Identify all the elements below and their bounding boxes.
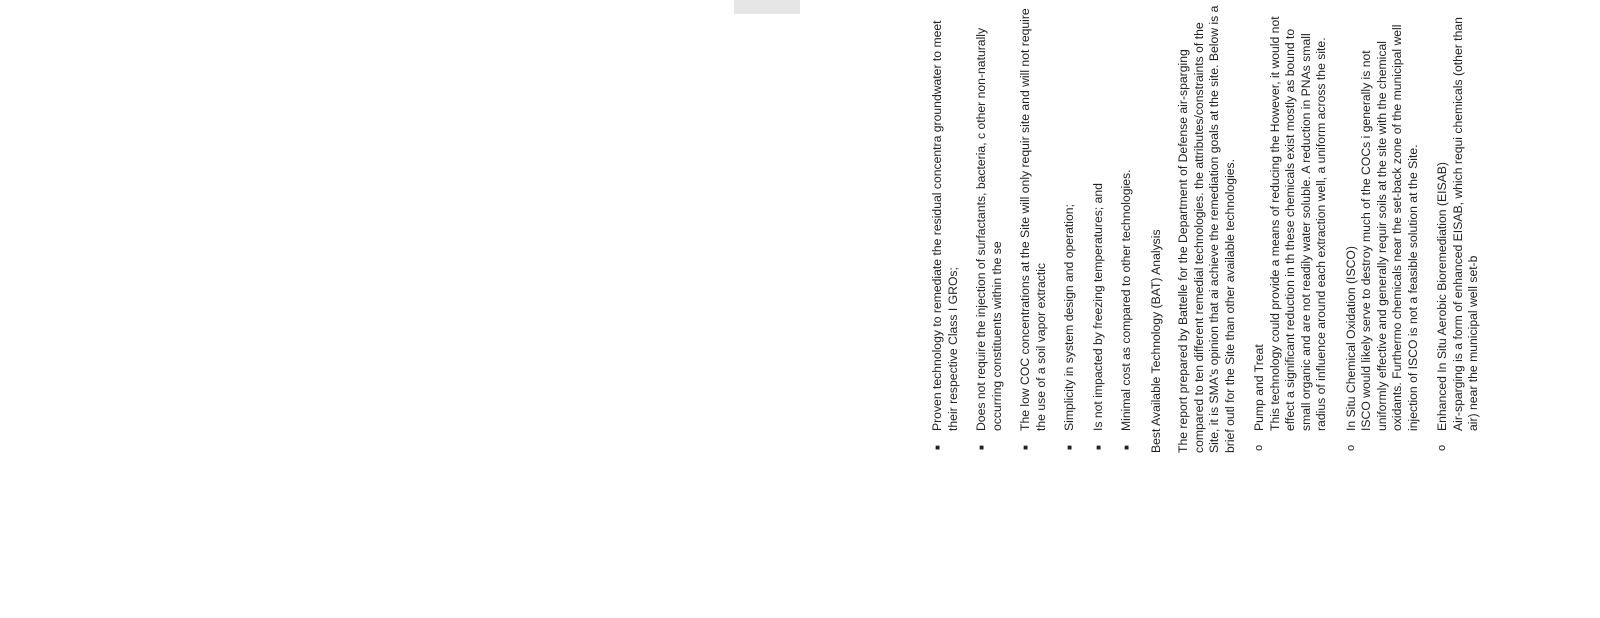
bullet-item: ■ The low COC concentrations at the Site will only requir site and will not require the use of a soil vapor extractic: [1018, 0, 1049, 453]
sub-item-title: In Situ Chemical Oxidation (ISCO): [1343, 246, 1358, 431]
sub-item-title: Enhanced In Situ Aerobic Bioremediation (EISAB): [1435, 162, 1449, 431]
scan-edge-band: [734, 0, 800, 14]
sub-item-pump-and-treat: [1252, 0, 1330, 453]
rotated-page: [800, 0, 1600, 618]
sub-item-title: Pump and Treat: [1252, 344, 1266, 431]
sub-item-eisab: [1435, 0, 1482, 453]
bullet-item: ■ Does not require the injection of surfactants, bacteria, c other non-naturally occurring constituents within the se: [974, 0, 1005, 453]
sub-item-text: Air-sparging is a form of enhanced EISAB, which requi chemicals (other than air) near the municipal well set-b: [1450, 17, 1480, 431]
document-body: [930, 0, 1496, 453]
bullet-item: ■ Simplicity in system design and operation;: [1062, 0, 1078, 453]
sub-item-text: This technology could provide a means of reducing the However, it would not effect a significant reduction in th these chemicals exist mostly as bound to small organic and are not readily water soluble. A reduction in PNAs small radius of influence around each extraction well, a uniform across the site.: [1267, 16, 1328, 431]
bullet-item: ■ Minimal cost as compared to other technologies.: [1119, 0, 1135, 453]
body-paragraph: The report prepared by Battelle for the Department of Defense air-sparging compared to ten different remedial technologies. the attributes/constraints of the Site, it is SMA's opinion that ai achieve the remediation goals at the site. Below is a brief outl for the Site than other available technologies.: [1176, 5, 1237, 453]
sub-item-text: ISCO would likely serve to destroy much of the COCs i generally is not uniformly effective and generally requir soils at the site with the chemical oxidants. Furthermo chemicals near the set-back zone of the municipal well injection of ISCO is not a feasible solution at the Site.: [1359, 24, 1420, 431]
bullet-item: ■ Proven technology to remediate the residual concentra groundwater to meet their respective Class I GROs;: [930, 0, 961, 453]
bullet-item: ■ Is not impacted by freezing temperatures; and: [1091, 0, 1107, 453]
circle-bullet-icon: o: [1344, 444, 1357, 451]
circle-bullet-icon: o: [1436, 444, 1448, 451]
section-heading: Best Available Technology (BAT) Analysis: [1148, 229, 1163, 453]
circle-bullet-icon: o: [1253, 444, 1265, 451]
sub-item-isco: [1344, 0, 1422, 453]
